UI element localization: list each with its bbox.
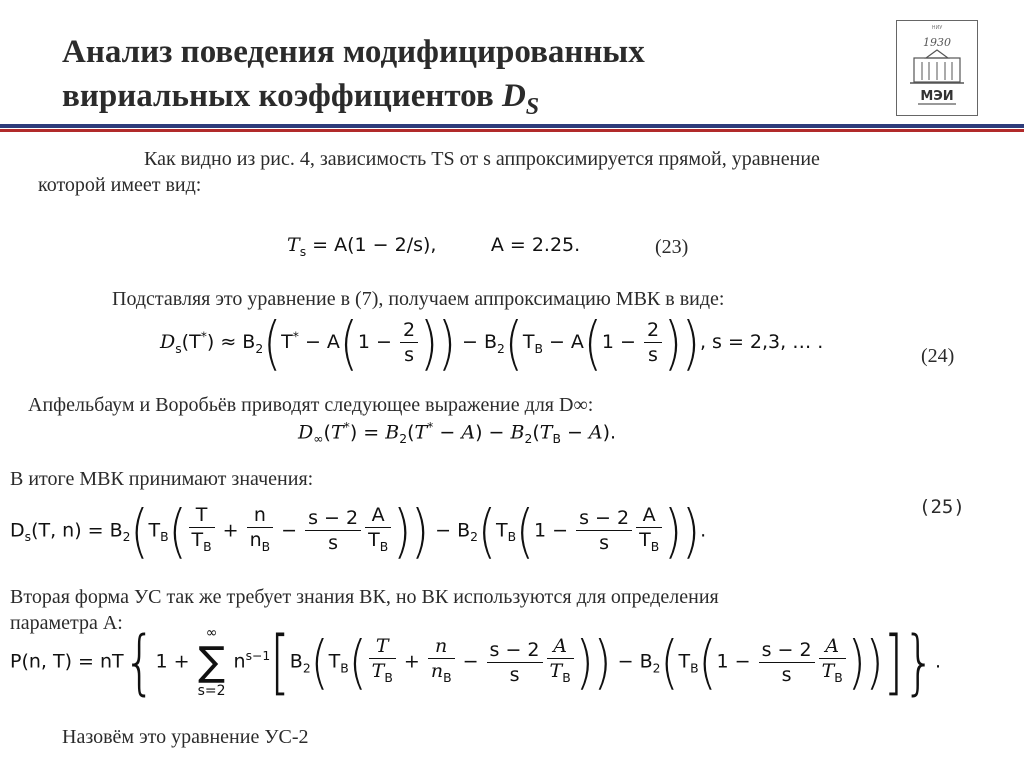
equation-d-infinity: $D_\infty(T^*) = B_2(T^* - A) - B_2(T_B - A)$. <box>298 420 617 447</box>
equation-23-number: (23) <box>655 236 689 258</box>
paragraph-5-line-2: параметра A: <box>10 612 123 634</box>
equation-pressure: P(n, T) = nT{1 + ∞ ∑ s=2 $n^{s-1}[B_2(T_B$( $\frac{T}{T_B}$ + $\frac{n}{n_B}$ − $\frac{s - 2}{s}$ $\frac{A}{T_B}$ )) − $B_2(T_B(1$ − $\frac{s - 2}{s}$ $\frac{A}{T_B}$ ))]}. <box>10 621 942 703</box>
paragraph-6: Назовём это уравнение УС-2 <box>62 726 309 748</box>
paragraph-5-line-1: Вторая форма УС так же требует знания ВК, но ВК используются для определения <box>10 586 719 608</box>
logo-mei-text: МЭИ <box>920 89 954 104</box>
paragraph-4: В итоге МВК принимают значения: <box>10 468 314 490</box>
paragraph-3: Апфельбаум и Воробьёв приводят следующее выражение для D∞: <box>28 394 594 416</box>
mei-logo <box>896 20 978 116</box>
logo-year: 1930 <box>923 36 951 49</box>
header-rule-blue <box>0 124 1024 128</box>
title-line-2 <box>62 74 862 129</box>
slide-title <box>62 30 862 129</box>
equation-25: $D_s(T$, $n) = B_2(T_B$( $\frac{T}{T_B}$ + $\frac{n}{n_B}$ − $\frac{s - 2}{s}$ $\frac{A}{T_B}$ )) − $B_2(T_B(1$ − $\frac{s - 2}{s}$ $\frac{A}{T_B}$ )). <box>10 497 707 565</box>
header-rule-red <box>0 129 1024 132</box>
title-line-1: Анализ поведения модифицированных <box>62 34 645 70</box>
svg-text:НИУ: НИУ <box>931 25 943 31</box>
equation-24: $D_s(T^*) \approx B_2(T^* - A(1$ − $\frac{2}{s}$ )) − $B_2(T_B - A(1$ − $\frac{2}{s}$ )), s = 2,3, … . <box>160 308 824 377</box>
paragraph-1-line-1: Как видно из рис. 4, зависимость TS от s аппроксимируется прямой, уравнение <box>144 148 820 170</box>
title-symbol: D <box>501 78 526 114</box>
title-symbol-sub: S <box>525 94 540 120</box>
paragraph-2: Подставляя это уравнение в (7), получаем аппроксимацию МВК в виде: <box>112 288 725 310</box>
equation-23: $T_s = A(1 - 2/s)$, A = 2.25. <box>287 234 581 259</box>
paragraph-1-line-2: которой имеет вид: <box>38 174 202 196</box>
title-line-2-text: вириальных коэффициентов <box>62 78 502 114</box>
equation-24-number: (24) <box>921 345 955 367</box>
equation-25-number: (25) <box>919 496 965 518</box>
